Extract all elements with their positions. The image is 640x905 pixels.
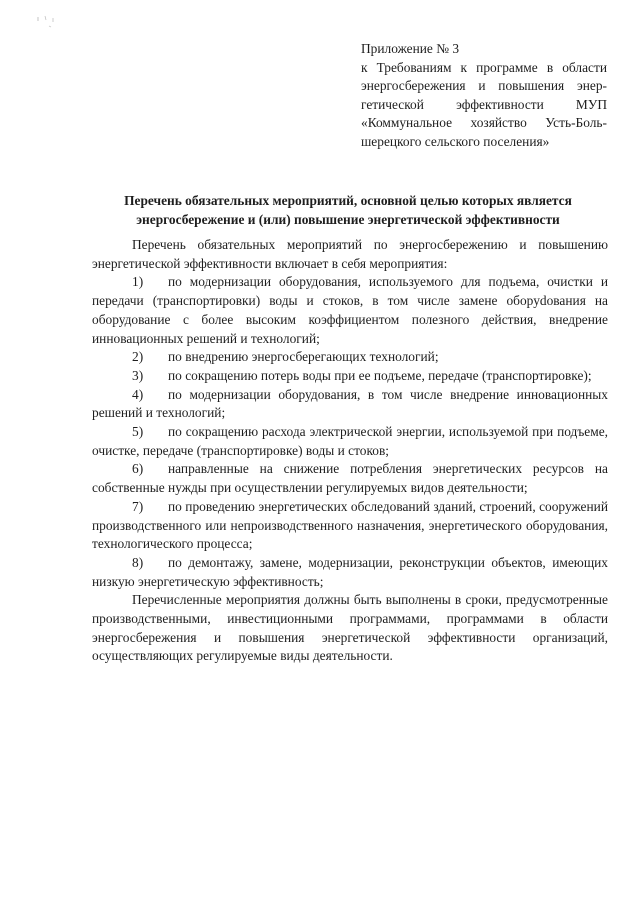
heading-line: энергосбережение и (или) повышение энергетической эффективности xyxy=(136,212,560,227)
list-item xyxy=(92,367,608,386)
list-item-text: по внедрению энергосберегающих технологий; xyxy=(168,349,439,365)
list-item-number: 2) xyxy=(132,349,144,365)
appendix-line: к Требованиям к программе в области xyxy=(361,59,607,75)
list-item-text: по демонтажу, замене, модернизации, реконструкции объектов, имеющих низкую энергетическую эффективность; xyxy=(92,554,608,589)
list-item-text: по сокращению потерь воды при ее подъеме, передаче (транспортировке); xyxy=(168,367,592,383)
list-item xyxy=(92,348,608,367)
appendix-line: шерецкого сельского поселения» xyxy=(361,133,550,149)
list-item-number: 7) xyxy=(132,498,144,514)
appendix-note xyxy=(361,40,607,152)
list-item xyxy=(92,460,608,497)
heading-line: Перечень обязательных мероприятий, основной целью которых является xyxy=(124,193,572,208)
document-heading xyxy=(92,191,604,229)
appendix-line: гетической эффективности МУП xyxy=(361,96,607,112)
appendix-line: энергосбережения и повышения энер- xyxy=(361,78,607,94)
list-item-text: по сокращению расхода электрической энергии, используемой при подъеме, очистке, передаче (транспортировке) воды и стоков; xyxy=(92,424,608,458)
list-item-number: 3) xyxy=(132,367,144,383)
appendix-line: «Коммунальное хозяйство Усть-Боль- xyxy=(361,115,607,131)
list-item-text: направленные на снижение потребления энергетических ресурсов на собственные нужды при осуществлении регулируемых видов деятельности; xyxy=(92,461,608,496)
list-item-text: по модернизации оборудования, в том числе внедрение инновационных решений и технологий; xyxy=(92,386,608,421)
list-item-number: 5) xyxy=(132,424,144,440)
intro-paragraph: Перечень обязательных мероприятий по энергосбережению и повышению энергетической эффективности включает в себя мероприятия: xyxy=(92,237,608,271)
appendix-title: Приложение № 3 xyxy=(361,41,460,56)
list-item xyxy=(92,554,608,591)
list-item-text: по проведению энергетических обследований зданий, строений, сооружений производственного или непроизводственного назначения, энергетического оборудования, технологического процесса; xyxy=(92,498,608,552)
list-item-number: 4) xyxy=(132,386,144,402)
list-item-number: 8) xyxy=(132,554,144,570)
scan-artifact xyxy=(36,14,62,34)
list-item xyxy=(92,498,608,554)
list-item-number: 6) xyxy=(132,461,144,477)
list-item-text: по модернизации оборудования, используемого для подъема, очистки и передачи (транспортировки) воды и стоков, в том числе замене оборуdования на оборудование с более высоким коэффициентом полезного действия, внедрение инновационных решений и технологий; xyxy=(92,274,608,346)
closing-paragraph: Перечисленные мероприятия должны быть выполнены в сроки, предусмотренные производственными, инвестиционными программами, программами в области энергосбережения и повышения энергетической эффективности организаций, осуществляющих регулируемые виды деятельности. xyxy=(92,592,608,664)
list-item xyxy=(92,423,608,460)
document-body xyxy=(92,236,608,666)
list-item xyxy=(92,386,608,423)
list-item xyxy=(92,273,608,348)
list-item-number: 1) xyxy=(132,274,144,290)
